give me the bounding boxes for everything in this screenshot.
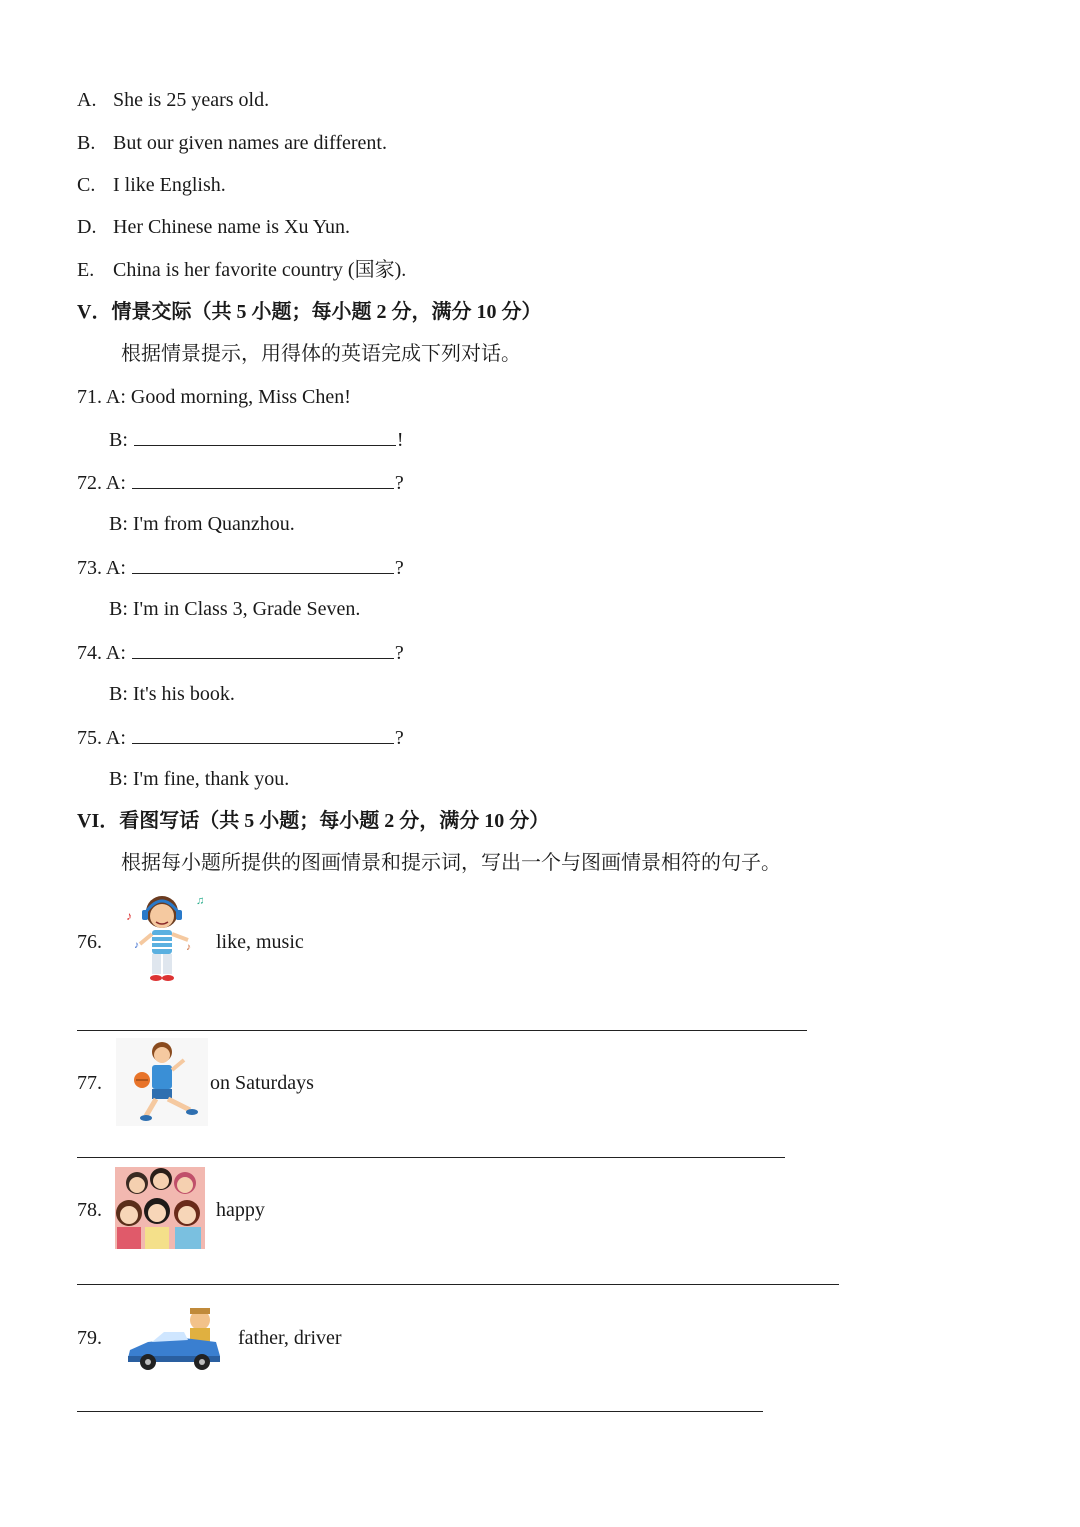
option-letter: D. bbox=[77, 216, 97, 238]
q76-number: 76. bbox=[77, 931, 102, 953]
q77-hint: on Saturdays bbox=[210, 1072, 314, 1094]
q74-answer-blank[interactable] bbox=[132, 640, 394, 659]
q79-number: 79. bbox=[77, 1327, 102, 1349]
q73-b-line: B: I'm in Class 3, Grade Seven. bbox=[109, 598, 361, 620]
q73-a-label: 73. A: bbox=[77, 557, 126, 579]
q71-a-label: 71. A: bbox=[77, 386, 126, 408]
q71-a-text: Good morning, Miss Chen! bbox=[130, 386, 351, 408]
option-letter: B. bbox=[77, 132, 96, 154]
option-c bbox=[77, 173, 226, 197]
q77-number: 77. bbox=[77, 1072, 102, 1094]
svg-text:♪: ♪ bbox=[134, 940, 139, 951]
boy-playing-basketball-icon bbox=[116, 1038, 208, 1126]
boy-listening-music-icon bbox=[124, 890, 208, 986]
man-driving-car-icon bbox=[124, 1306, 224, 1374]
happy-friends-group-icon bbox=[115, 1167, 205, 1249]
option-text: But our given names are different. bbox=[113, 132, 387, 154]
option-text: China is her favorite country (国家). bbox=[113, 259, 407, 281]
q73-a-end: ? bbox=[394, 557, 404, 579]
option-text: Her Chinese name is Xu Yun. bbox=[113, 216, 350, 238]
q77-answer-line[interactable] bbox=[77, 1157, 785, 1158]
q71-a-line bbox=[77, 385, 351, 409]
option-e bbox=[77, 258, 406, 282]
q75-b-line: B: I'm fine, thank you. bbox=[109, 768, 290, 790]
q73-a-line bbox=[77, 555, 404, 580]
section-5-heading: V．情景交际（共 5 小题；每小题 2 分，满分 10 分） bbox=[77, 301, 542, 323]
svg-text:♪: ♪ bbox=[126, 909, 132, 923]
q71-b-label: B: bbox=[109, 429, 128, 451]
q73-answer-blank[interactable] bbox=[132, 555, 394, 574]
q79-hint: father, driver bbox=[238, 1327, 342, 1349]
section-5-instruction: 根据情景提示，用得体的英语完成下列对话。 bbox=[121, 343, 521, 365]
q74-a-end: ? bbox=[394, 642, 404, 664]
option-b bbox=[77, 131, 387, 155]
q72-a-label: 72. A: bbox=[77, 472, 126, 494]
q72-b-line: B: I'm from Quanzhou. bbox=[109, 513, 295, 535]
section-6-instruction: 根据每小题所提供的图画情景和提示词，写出一个与图画情景相符的句子。 bbox=[121, 852, 781, 874]
q79-answer-line[interactable] bbox=[77, 1411, 763, 1412]
q72-answer-blank[interactable] bbox=[132, 470, 394, 489]
q72-a-line bbox=[77, 470, 404, 495]
option-d bbox=[77, 215, 350, 239]
option-a bbox=[77, 88, 269, 112]
q72-a-end: ? bbox=[394, 472, 404, 494]
q74-a-label: 74. A: bbox=[77, 642, 126, 664]
section-6-heading: VI．看图写话（共 5 小题；每小题 2 分，满分 10 分） bbox=[77, 810, 550, 832]
option-text: She is 25 years old. bbox=[113, 89, 270, 111]
option-letter: E. bbox=[77, 259, 95, 281]
q75-answer-blank[interactable] bbox=[132, 725, 394, 744]
q78-number: 78. bbox=[77, 1199, 102, 1221]
q75-a-end: ? bbox=[394, 727, 404, 749]
q71-b-end: ! bbox=[396, 429, 404, 451]
option-letter: A. bbox=[77, 89, 97, 111]
q74-b-line: B: It's his book. bbox=[109, 683, 235, 705]
q78-hint: happy bbox=[216, 1199, 265, 1221]
q76-answer-line[interactable] bbox=[77, 1030, 807, 1031]
q71-answer-blank[interactable] bbox=[134, 427, 396, 446]
option-letter: C. bbox=[77, 174, 96, 196]
q75-a-label: 75. A: bbox=[77, 727, 126, 749]
q71-b-line bbox=[109, 427, 404, 452]
option-text: I like English. bbox=[113, 174, 226, 196]
svg-text:♪: ♪ bbox=[186, 942, 191, 953]
q74-a-line bbox=[77, 640, 404, 665]
q78-answer-line[interactable] bbox=[77, 1284, 839, 1285]
q75-a-line bbox=[77, 725, 404, 750]
svg-text:♫: ♫ bbox=[196, 895, 205, 907]
q76-hint: like, music bbox=[216, 931, 304, 953]
